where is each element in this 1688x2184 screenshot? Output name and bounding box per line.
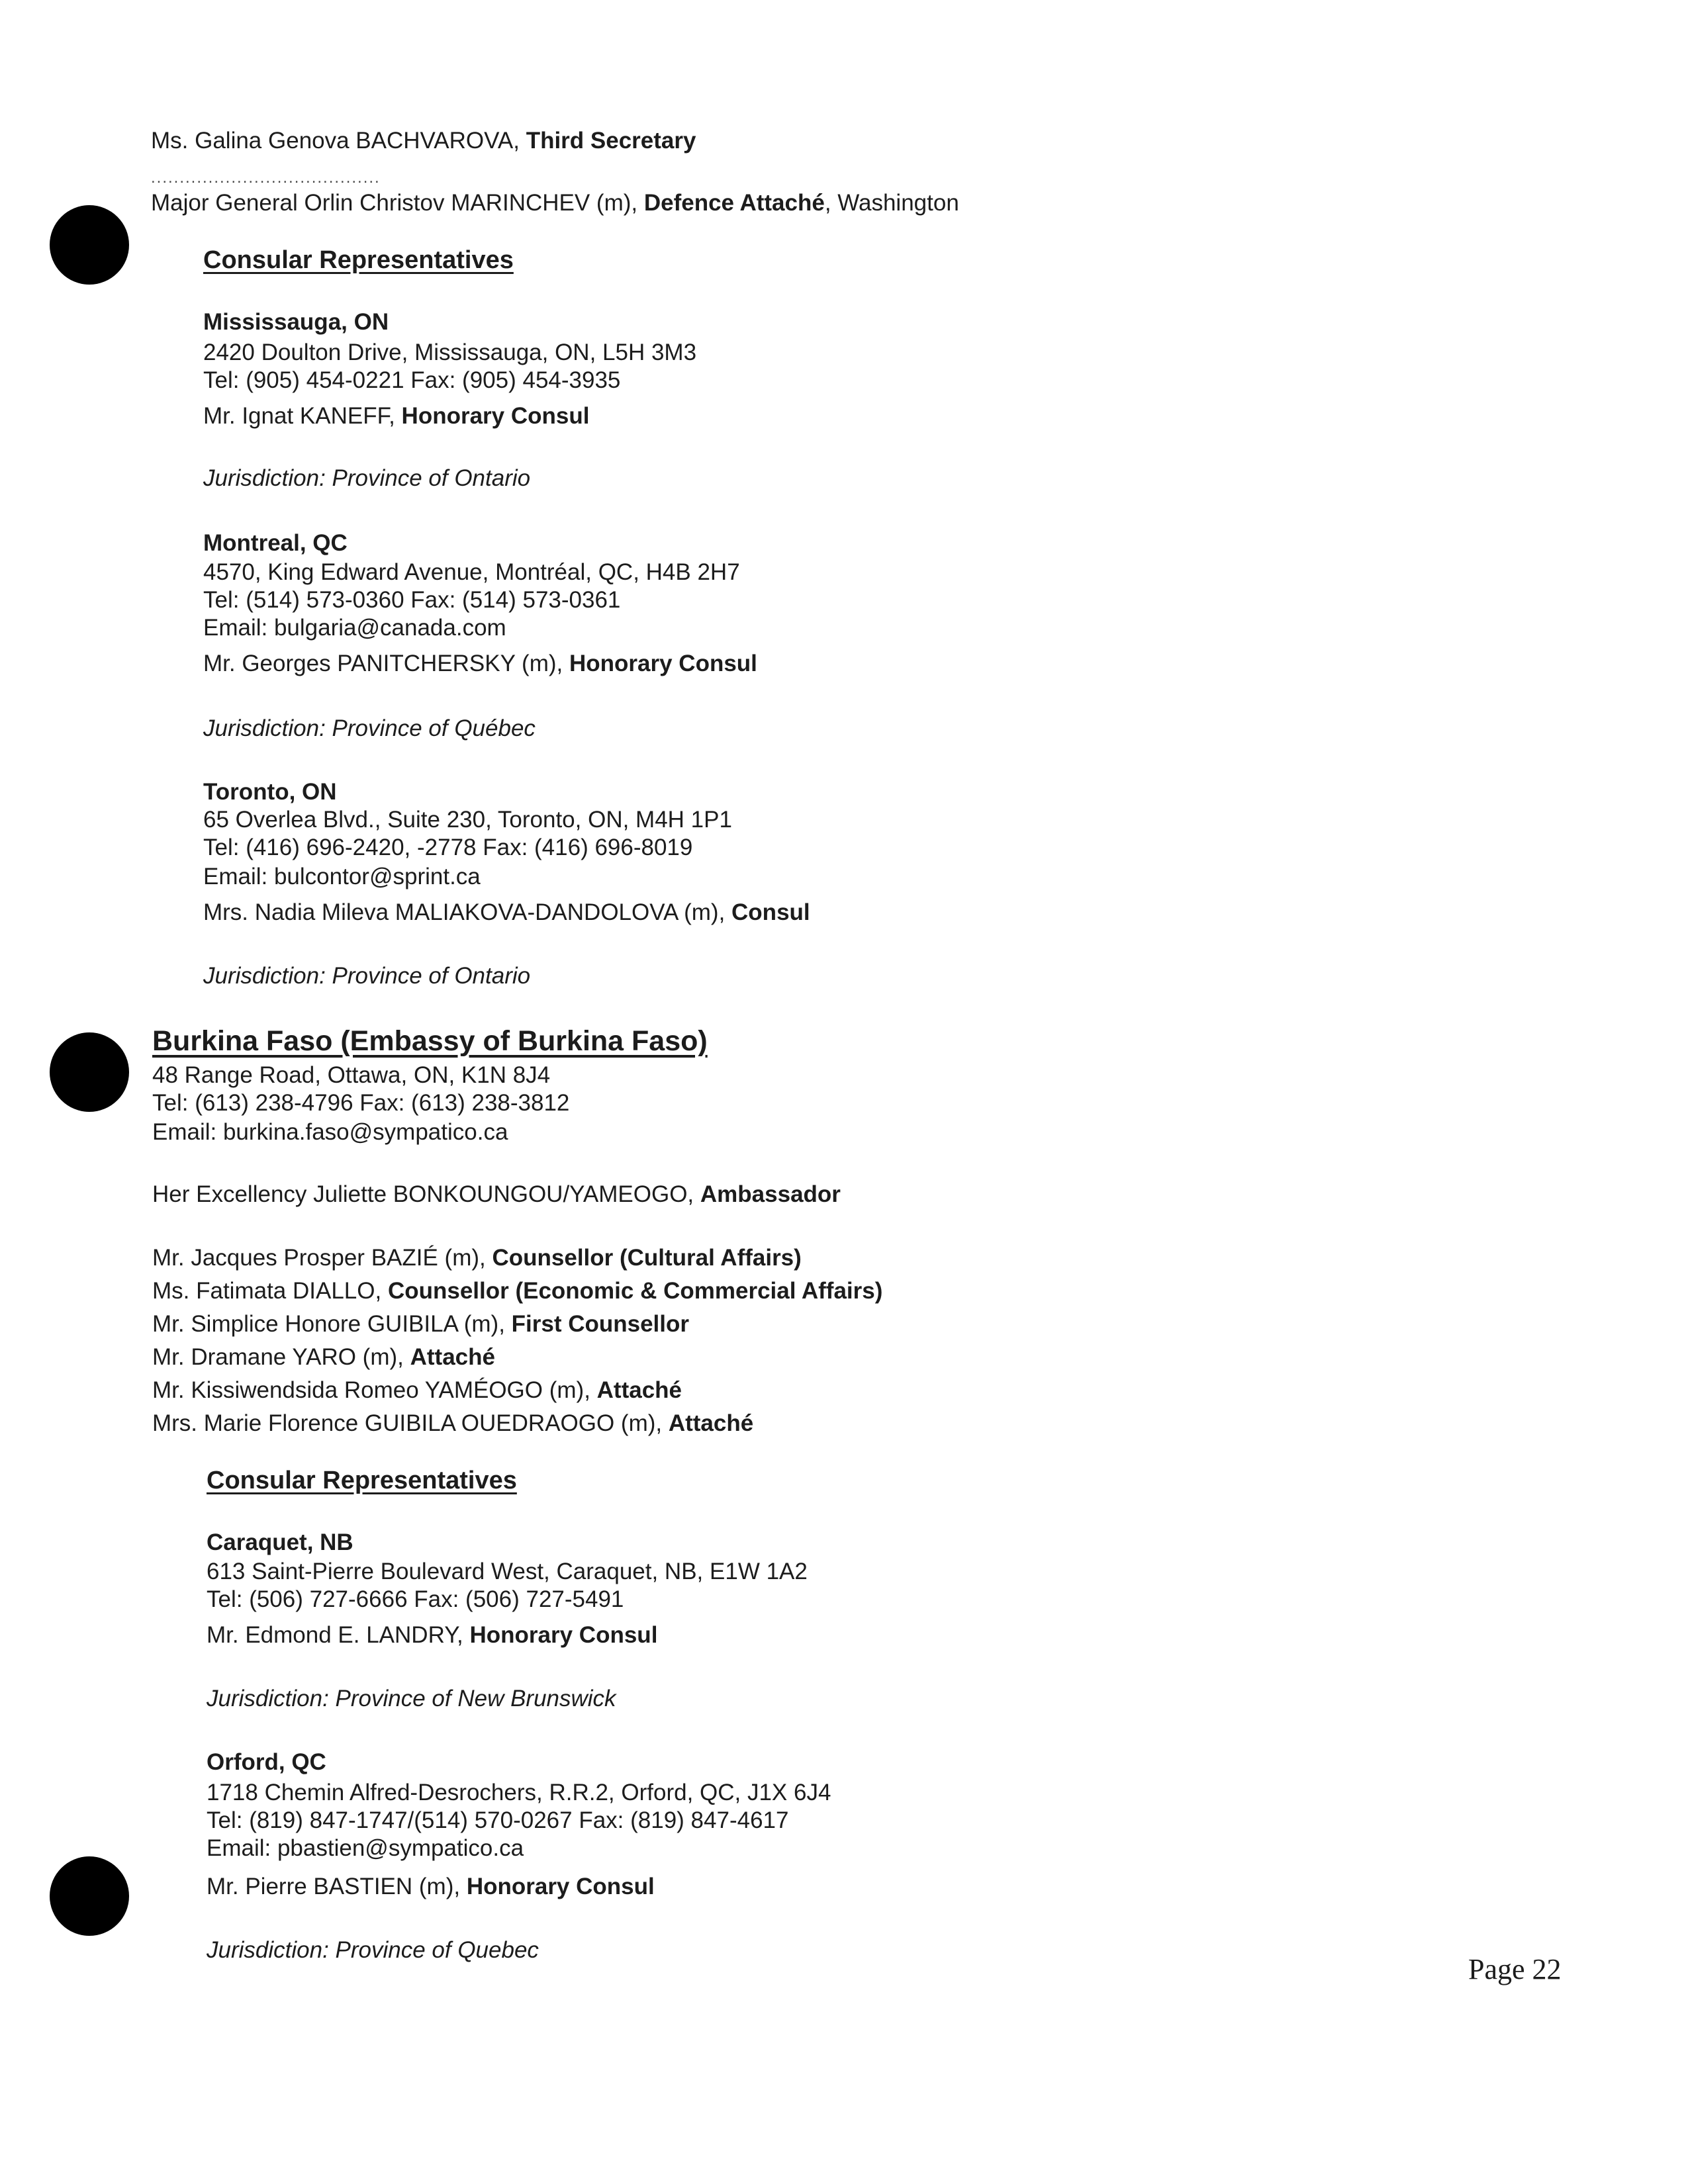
staff-line: Mrs. Marie Florence GUIBILA OUEDRAOGO (m), Attaché xyxy=(152,1410,754,1436)
office-phone: Tel: (506) 727-6666 Fax: (506) 727-5491 xyxy=(207,1586,624,1612)
office-jurisdiction: Jurisdiction: Province of New Brunswick xyxy=(207,1686,616,1711)
office-jurisdiction: Jurisdiction: Province of Ontario xyxy=(203,465,531,491)
office-person: Mr. Georges PANITCHERSKY (m), Honorary Consul xyxy=(203,651,757,676)
consular-heading: Consular Representatives xyxy=(207,1467,517,1494)
office-email: Email: bulgaria@canada.com xyxy=(203,615,506,641)
office-city: Caraquet, NB xyxy=(207,1529,353,1555)
page-number: Page 22 xyxy=(1468,1953,1562,1985)
country-heading: Burkina Faso (Embassy of Burkina Faso) xyxy=(152,1025,708,1057)
staff-line: Ms. Galina Genova BACHVAROVA, Third Secretary xyxy=(151,128,696,154)
staff-line: Ms. Fatimata DIALLO, Counsellor (Economic & Commercial Affairs) xyxy=(152,1278,883,1304)
office-address: 1718 Chemin Alfred-Desrochers, R.R.2, Orford, QC, J1X 6J4 xyxy=(207,1780,831,1805)
office-city: Toronto, ON xyxy=(203,779,337,805)
punch-hole-bottom xyxy=(50,1856,129,1936)
office-email: Email: pbastien@sympatico.ca xyxy=(207,1835,524,1861)
office-phone: Tel: (514) 573-0360 Fax: (514) 573-0361 xyxy=(203,587,621,613)
office-address: 613 Saint-Pierre Boulevard West, Caraquet, NB, E1W 1A2 xyxy=(207,1559,808,1584)
office-jurisdiction: Jurisdiction: Province of Québec xyxy=(203,715,536,741)
staff-line: Mr. Simplice Honore GUIBILA (m), First Counsellor xyxy=(152,1311,690,1337)
consular-heading: Consular Representatives xyxy=(203,246,514,274)
punch-hole-top xyxy=(50,205,129,285)
office-person: Mrs. Nadia Mileva MALIAKOVA-DANDOLOVA (m), Consul xyxy=(203,899,810,925)
office-city: Orford, QC xyxy=(207,1749,326,1775)
office-person: Mr. Ignat KANEFF, Honorary Consul xyxy=(203,403,590,429)
ambassador-line: Her Excellency Juliette BONKOUNGOU/YAMEOGO, Ambassador xyxy=(152,1181,841,1207)
embassy-phone: Tel: (613) 238-4796 Fax: (613) 238-3812 xyxy=(152,1090,570,1116)
office-email: Email: bulcontor@sprint.ca xyxy=(203,864,481,889)
office-address: 4570, King Edward Avenue, Montréal, QC, H4B 2H7 xyxy=(203,559,740,585)
office-address: 65 Overlea Blvd., Suite 230, Toronto, ON, M4H 1P1 xyxy=(203,807,732,833)
punch-hole-middle xyxy=(50,1032,129,1112)
office-phone: Tel: (905) 454-0221 Fax: (905) 454-3935 xyxy=(203,367,621,393)
staff-line: Mr. Dramane YARO (m), Attaché xyxy=(152,1344,495,1370)
separator-dots: ........................................ xyxy=(151,169,381,187)
office-jurisdiction: Jurisdiction: Province of Quebec xyxy=(207,1937,539,1963)
staff-line: Mr. Kissiwendsida Romeo YAMÉOGO (m), Attaché xyxy=(152,1377,682,1403)
office-city: Mississauga, ON xyxy=(203,309,389,335)
office-address: 2420 Doulton Drive, Mississauga, ON, L5H 3M3 xyxy=(203,340,697,365)
staff-line: Mr. Jacques Prosper BAZIÉ (m), Counsellor (Cultural Affairs) xyxy=(152,1245,802,1271)
embassy-email: Email: burkina.faso@sympatico.ca xyxy=(152,1119,508,1145)
office-person: Mr. Pierre BASTIEN (m), Honorary Consul xyxy=(207,1874,655,1899)
office-city: Montreal, QC xyxy=(203,530,348,556)
office-jurisdiction: Jurisdiction: Province of Ontario xyxy=(203,963,531,989)
embassy-address: 48 Range Road, Ottawa, ON, K1N 8J4 xyxy=(152,1062,551,1088)
office-phone: Tel: (819) 847-1747/(514) 570-0267 Fax: (819) 847-4617 xyxy=(207,1807,789,1833)
office-person: Mr. Edmond E. LANDRY, Honorary Consul xyxy=(207,1622,658,1648)
office-phone: Tel: (416) 696-2420, -2778 Fax: (416) 696-8019 xyxy=(203,835,693,860)
staff-line: Major General Orlin Christov MARINCHEV (m), Defence Attaché, Washington xyxy=(151,190,959,216)
